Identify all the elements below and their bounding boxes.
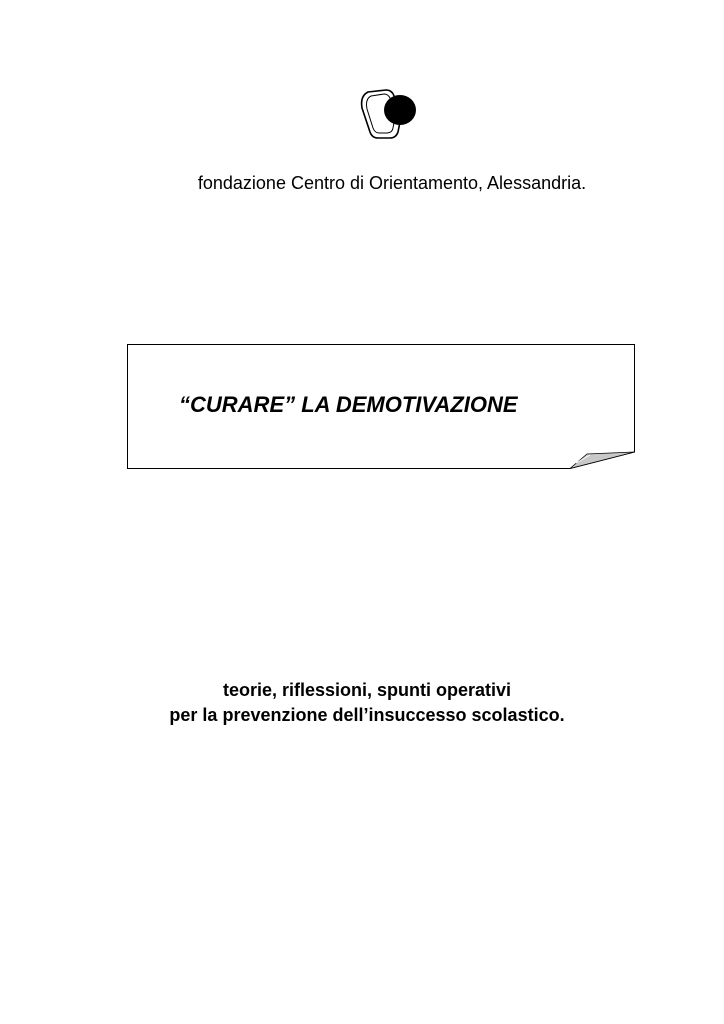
title-card [127,344,635,469]
document-title: “CURARE” LA DEMOTIVAZIONE [179,392,518,417]
subtitle-line-2: per la prevenzione dell’insuccesso scolastico. [169,705,565,725]
document-subtitle [0,678,724,728]
subtitle-line-1: teorie, riflessioni, spunti operativi [222,680,512,700]
organization-name: fondazione Centro di Orientamento, Alessandria. [197,173,587,193]
orientamento-logo-icon [358,88,424,144]
